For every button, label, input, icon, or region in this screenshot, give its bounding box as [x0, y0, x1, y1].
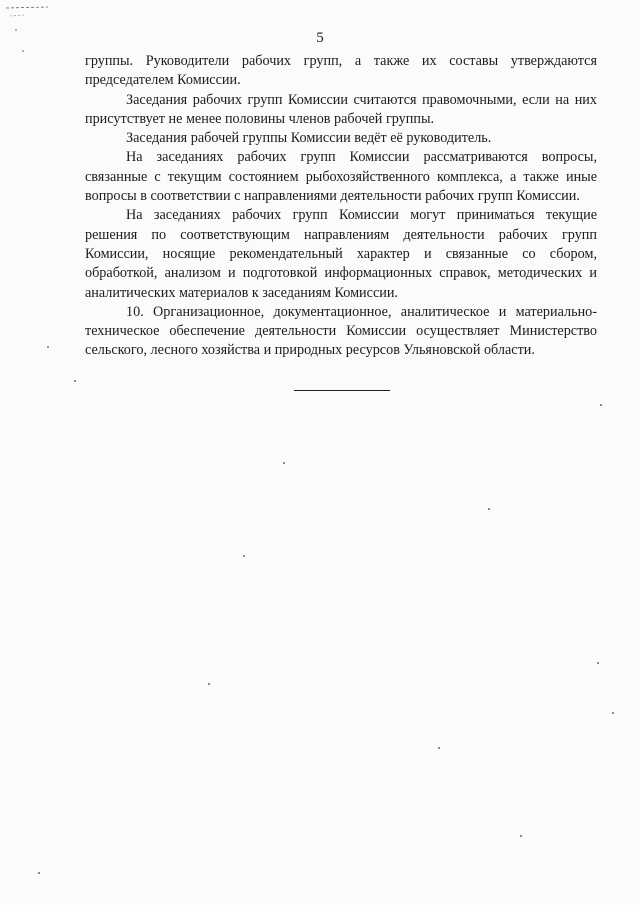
scan-speck [47, 346, 49, 348]
paragraph-section-10: 10. Организационное, документационное, аналитическое и материально-техническое обеспечение деятельности Комиссии осуществляет Министерство сельского, лесного хозяйства и природных ресурсов Ульяновской области. [85, 303, 597, 359]
scan-speck [38, 872, 40, 874]
scan-speck [283, 462, 285, 464]
body-text [85, 52, 597, 361]
paragraph-decisions: На заседаниях рабочих групп Комиссии могут приниматься текущие решения по соответствующим направлениям деятельности рабочих групп Комиссии, носящие рекомендательный характер и связанные со сбором, обработкой, анализом и подготовкой информационных справок, методических и аналитических материалов к заседаниям Комиссии. [85, 207, 597, 301]
paragraph-agenda: На заседаниях рабочих групп Комиссии рассматриваются вопросы, связанные с текущим состоянием рыбохозяйственного комплекса, а также иные вопросы в соответствии с направлениями деятельности рабочих групп Комиссии. [85, 149, 597, 205]
scan-speck [208, 683, 210, 685]
scan-speck [520, 835, 522, 837]
paragraph-quorum: Заседания рабочих групп Комиссии считаются правомочными, если на них присутствует не менее половины членов рабочей группы. [85, 91, 597, 127]
page-number: 5 [316, 30, 324, 46]
scan-speck [243, 555, 245, 557]
paragraph-continuation: группы. Руководители рабочих групп, а также их составы утверждаются председателем Комиссии. [85, 53, 597, 89]
end-of-text-rule [294, 390, 390, 391]
scan-speck [488, 508, 490, 510]
scan-speck [597, 662, 599, 664]
scan-speck [600, 404, 602, 406]
scan-speck [74, 380, 76, 382]
scan-speck [612, 712, 614, 714]
paragraph-chair: Заседания рабочей группы Комиссии ведёт её руководитель. [126, 130, 492, 147]
scan-speck [438, 747, 440, 749]
